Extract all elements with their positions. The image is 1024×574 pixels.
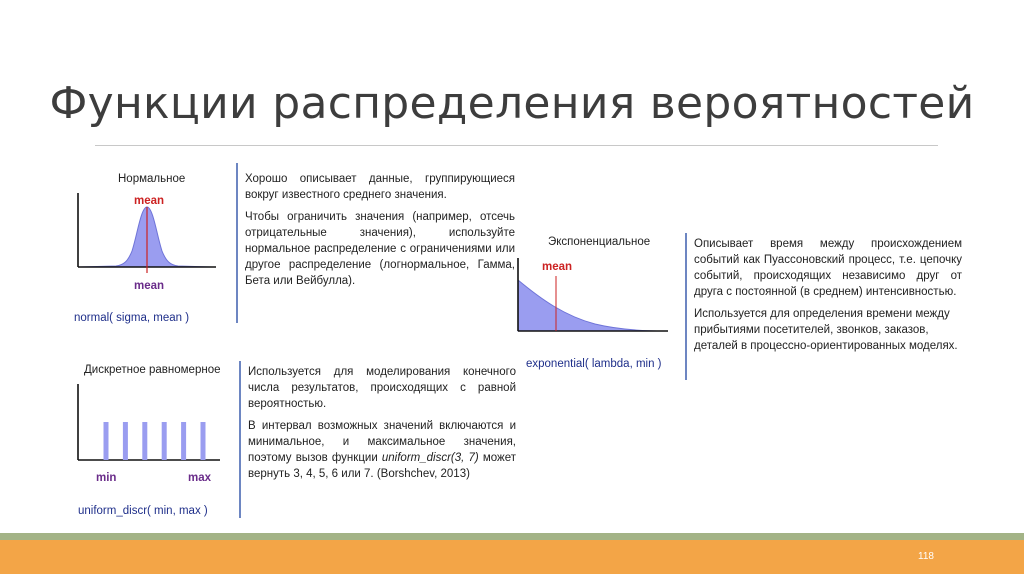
exponential-desc-p2: Используется для определения времени между прибытиями посетителей, звонков, заказов, деталей в процессно-ориентированных моделях. — [694, 308, 958, 352]
uniform-bar — [181, 422, 186, 460]
exponential-divider — [685, 233, 687, 380]
uniform-function-label: uniform_discr( min, max ) — [78, 505, 208, 517]
normal-chart — [66, 185, 226, 295]
normal-mean-label-top: mean — [134, 195, 165, 207]
uniform-bar — [162, 422, 167, 460]
uniform-desc-p2-b: может вернуть 3, 4, 5, 6 или 7. (Borshchev, 2013) — [248, 452, 516, 480]
uniform-description — [248, 364, 516, 488]
footer-orange-band — [0, 540, 1024, 574]
footer-green-band — [0, 533, 1024, 540]
normal-curve-fill — [78, 207, 212, 267]
normal-mean-label-bottom: mean — [134, 280, 165, 292]
exponential-function-label: exponential( lambda, min ) — [526, 358, 662, 370]
normal-function-label: normal( sigma, mean ) — [74, 312, 190, 324]
normal-desc-p2: Чтобы ограничить значения (например, отсечь отрицательные значения), используйте нормальное распределение с ограничениями или другое распределение (логнормальное, Гамма, Бета или Вейбулла). — [245, 211, 515, 287]
title-divider — [95, 145, 938, 146]
uniform-bar — [201, 422, 206, 460]
exponential-chart — [510, 252, 675, 342]
uniform-chart — [70, 378, 230, 488]
exponential-panel-title: Экспоненциальное — [548, 236, 651, 248]
normal-desc-p1: Хорошо описывает данные, группирующиеся вокруг известного среднего значения. — [245, 173, 515, 201]
uniform-min-label: min — [96, 472, 117, 484]
uniform-bar — [123, 422, 128, 460]
uniform-desc-p2-a: В интервал возможных значений включаются и минимальное, и максимальное значения, поэтому вызов функции — [248, 420, 516, 464]
uniform-desc-function-call: uniform_discr(3, 7) — [381, 452, 479, 464]
exponential-mean-label: mean — [542, 261, 573, 273]
slide-title: Функции распределения вероятностей — [49, 78, 975, 129]
uniform-bar — [142, 422, 147, 460]
normal-description — [245, 171, 515, 295]
exponential-description — [694, 236, 962, 360]
uniform-panel-title: Дискретное равномерное — [84, 364, 221, 376]
uniform-desc-p1: Используется для моделирования конечного числа результатов, происходящих с равной вероятностью. — [248, 366, 516, 410]
page-number: 118 — [918, 551, 934, 562]
uniform-divider — [239, 361, 241, 518]
exponential-desc-p1: Описывает время между происхождением событий как Пуассоновский процесс, т.е. цепочку событий, происходящих независимо друг от друга с постоянной (в среднем) интенсивностью. — [694, 238, 962, 298]
normal-panel-title: Нормальное — [118, 173, 186, 185]
uniform-desc-p2 — [248, 418, 516, 482]
normal-divider — [236, 163, 238, 323]
uniform-max-label: max — [188, 472, 212, 484]
exponential-curve-fill — [518, 280, 665, 331]
uniform-bar — [104, 422, 109, 460]
